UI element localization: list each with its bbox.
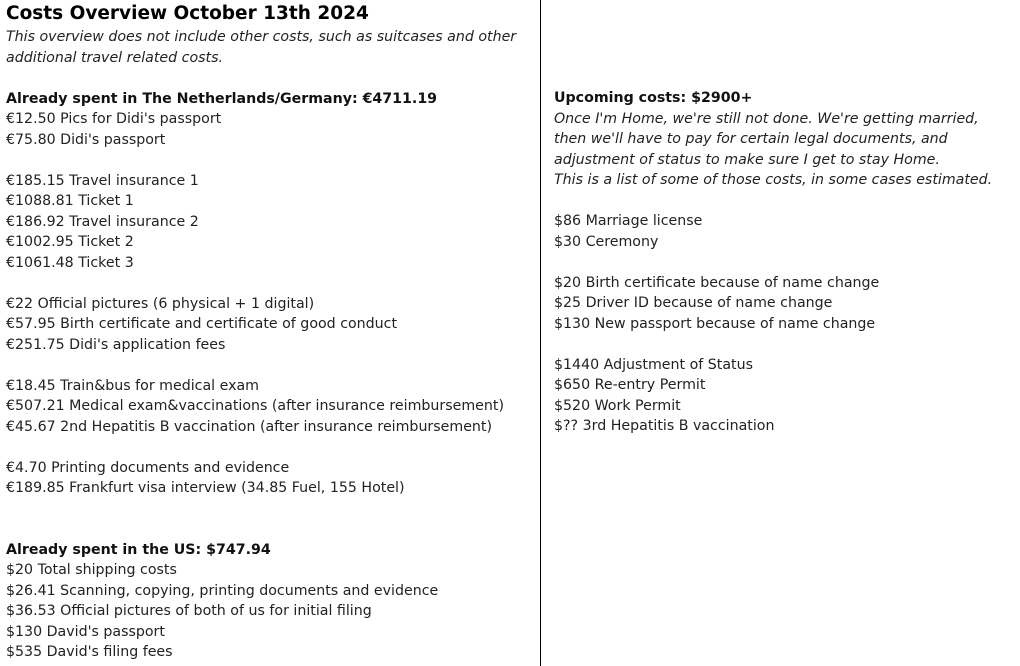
cost-item: $36.53 Official pictures of both of us for initial filing xyxy=(6,603,372,619)
upcoming-note-line: adjustment of status to make sure I get to stay Home. xyxy=(554,151,940,168)
section-upcoming xyxy=(554,88,1020,437)
cost-item: €507.21 Medical exam&vaccinations (after insurance reimbursement) xyxy=(6,398,504,414)
left-column xyxy=(6,0,536,663)
cost-item: $1440 Adjustment of Status xyxy=(554,356,753,373)
section-heading-us: Already spent in the US: $747.94 xyxy=(6,541,271,558)
upcoming-note-line: then we'll have to pay for certain legal documents, and xyxy=(554,131,948,147)
cost-group xyxy=(6,294,536,356)
cost-item: €4.70 Printing documents and evidence xyxy=(6,459,290,476)
upcoming-note-line: This is a list of some of those costs, in some cases estimated. xyxy=(554,172,993,188)
cost-item: €45.67 2nd Hepatitis B vaccination (after insurance reimbursement) xyxy=(6,418,493,435)
section-heading-upcoming: Upcoming costs: $2900+ xyxy=(554,90,753,106)
page-title: Costs Overview October 13th 2024 xyxy=(6,3,369,24)
cost-item: €1002.95 Ticket 2 xyxy=(6,234,134,250)
cost-group xyxy=(6,376,536,438)
cost-group xyxy=(554,273,1020,335)
cost-item: €185.15 Travel insurance 1 xyxy=(6,172,199,189)
section-netherlands-germany xyxy=(6,89,536,499)
cost-item: €22 Official pictures (6 physical + 1 digital) xyxy=(6,295,315,312)
cost-item: $20 Total shipping costs xyxy=(6,562,177,578)
intro-note-line: This overview does not include other costs, such as suitcases and other xyxy=(6,29,517,45)
cost-item: $30 Ceremony xyxy=(554,233,659,250)
cost-item: $20 Birth certificate because of name change xyxy=(554,274,880,291)
intro-note-line: additional travel related costs. xyxy=(6,49,223,66)
cost-item: $130 New passport because of name change xyxy=(554,315,876,332)
cost-group xyxy=(554,355,1020,437)
cost-item: €1061.48 Ticket 3 xyxy=(6,254,134,271)
cost-item: $520 Work Permit xyxy=(554,397,681,414)
cost-group xyxy=(554,211,1020,252)
cost-item: €12.50 Pics for Didi's passport xyxy=(6,111,222,127)
upcoming-note xyxy=(554,109,1020,191)
cost-item: €18.45 Train&bus for medical exam xyxy=(6,377,260,394)
cost-item: $86 Marriage license xyxy=(554,213,703,229)
intro-note xyxy=(6,27,536,68)
upcoming-note-line: Once I'm Home, we're still not done. We're getting married, xyxy=(554,110,979,127)
cost-item: €75.80 Didi's passport xyxy=(6,131,166,148)
cost-group xyxy=(6,171,536,274)
cost-group xyxy=(6,458,536,499)
cost-item: $130 David's passport xyxy=(6,623,165,640)
right-column xyxy=(554,0,1020,437)
column-divider xyxy=(540,0,541,666)
section-heading-nl-de: Already spent in The Netherlands/Germany: €4711.19 xyxy=(6,90,438,107)
cost-group xyxy=(6,109,536,150)
cost-item: $26.41 Scanning, copying, printing documents and evidence xyxy=(6,582,439,599)
cost-item: €1088.81 Ticket 1 xyxy=(6,193,134,209)
cost-item: $535 David's filing fees xyxy=(6,644,173,660)
cost-item: $?? 3rd Hepatitis B vaccination xyxy=(554,418,775,434)
cost-item: €189.85 Frankfurt visa interview (34.85 Fuel, 155 Hotel) xyxy=(6,480,405,496)
cost-item: €57.95 Birth certificate and certificate of good conduct xyxy=(6,316,398,332)
cost-item: $25 Driver ID because of name change xyxy=(554,295,833,311)
section-us xyxy=(6,540,536,663)
cost-item: $650 Re-entry Permit xyxy=(554,377,706,393)
cost-item: €251.75 Didi's application fees xyxy=(6,336,226,353)
cost-item: €186.92 Travel insurance 2 xyxy=(6,213,199,230)
